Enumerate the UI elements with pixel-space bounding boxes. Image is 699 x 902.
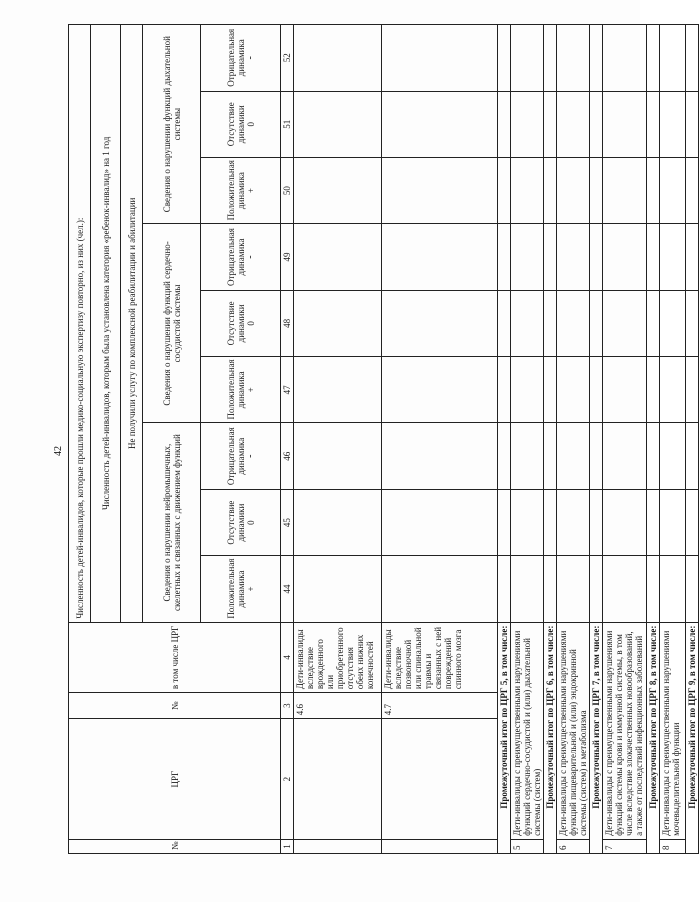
empty-cell [603,556,647,622]
empty-cell [686,157,699,223]
empty-cell [590,224,603,290]
empty-cell [590,357,603,423]
empty-cell [686,556,699,622]
group-label: Дети-инвалиды с преимущественными нарушениями функций сердечно-сосудистой и (или) дыхательной системы (систем) [511,622,544,839]
col-num: 44 [281,556,294,622]
header-third: Не получили услугу по комплексной реабилитации и абилитации [121,25,143,623]
col-num: 45 [281,489,294,555]
header-crg: ЦРГ [69,719,281,840]
group-row [603,25,647,854]
empty-cell [603,91,647,157]
empty-cell [660,91,686,157]
empty-cell [544,357,557,423]
column-number-row [281,25,294,854]
empty-cell [647,25,660,92]
empty-cell [557,25,590,92]
col-num: 51 [281,91,294,157]
empty-cell [294,556,382,622]
header-no: № [69,839,281,853]
empty-cell [590,157,603,223]
header-second: Численность детей-инвалидов, которым была установлена категория «ребенок-инвалид» на 1 год [91,25,121,623]
empty-cell [382,423,498,489]
col-num: 46 [281,423,294,489]
col-num: 3 [281,693,294,719]
subtotal-label: Промежуточный итог по ЦРГ 7, в том числе: [590,622,603,853]
col-num: 50 [281,157,294,223]
subtotal-row [498,25,511,854]
col-num: 47 [281,357,294,423]
empty-cell [294,719,382,840]
empty-cell [511,224,544,290]
group-row [511,25,544,854]
empty-cell [544,25,557,92]
row-label: Дети-инвалиды вследствие врожденного или приобретенного отсутствия обеих нижних конечностей [294,622,382,692]
empty-cell [686,224,699,290]
empty-cell [660,25,686,92]
col-num: 49 [281,224,294,290]
empty-cell [511,91,544,157]
empty-cell [382,839,498,853]
group-label: Дети-инвалиды с преимущественными нарушениями функций системы крови и иммунной системы, в том числе вследствие злокачественных новообразований, а также от последствий инфекционных заболеваний [603,622,647,839]
group-number: 6 [557,839,590,853]
col-num: 48 [281,290,294,356]
empty-cell [660,224,686,290]
empty-cell [590,423,603,489]
table-row [382,25,498,854]
empty-cell [647,556,660,622]
group-number: 5 [511,839,544,853]
header-top: Численность детей-инвалидов, которые прошли медико-социальную экспертизу повторно, из них (чел.): [69,25,91,623]
sub-header: Отрицательная динамика - [201,224,281,290]
empty-cell [498,357,511,423]
empty-cell [544,489,557,555]
subtotal-row [647,25,660,854]
subtotal-label: Промежуточный итог по ЦРГ 6, в том числе: [544,622,557,853]
sub-header: Отсутствие динамики 0 [201,489,281,555]
group-row [660,25,686,854]
empty-cell [686,91,699,157]
empty-cell [557,423,590,489]
empty-cell [603,290,647,356]
subtotal-row [544,25,557,854]
group-row [557,25,590,854]
subtotal-label: Промежуточный итог по ЦРГ 8, в том числе: [647,622,660,853]
empty-cell [498,25,511,92]
empty-cell [557,556,590,622]
empty-cell [294,157,382,223]
empty-cell [647,157,660,223]
empty-cell [498,489,511,555]
row-number: 4.7 [382,693,498,719]
group-header-musculoskeletal: Сведения о нарушении нейромышечных, скелетных и связанных с движением функций [143,423,201,622]
empty-cell [511,423,544,489]
group-header-respiratory: Сведения о нарушении функций дыхательной системы [143,25,201,224]
empty-cell [511,25,544,92]
empty-cell [382,224,498,290]
empty-cell [294,489,382,555]
sub-header: Отсутствие динамики 0 [201,290,281,356]
statistics-table [68,24,699,854]
empty-cell [603,423,647,489]
empty-cell [557,224,590,290]
empty-cell [660,357,686,423]
empty-cell [660,157,686,223]
empty-cell [603,357,647,423]
empty-cell [603,489,647,555]
empty-cell [647,489,660,555]
empty-cell [557,91,590,157]
row-number: 4.6 [294,693,382,719]
empty-cell [511,290,544,356]
empty-cell [660,489,686,555]
subtotal-row [686,25,699,854]
empty-cell [382,25,498,92]
empty-cell [294,25,382,92]
empty-cell [647,91,660,157]
table-row [294,25,382,854]
empty-cell [511,556,544,622]
empty-cell [544,556,557,622]
group-label: Дети-инвалиды с преимущественными нарушениями мочевыделительной функции [660,622,686,839]
empty-cell [511,357,544,423]
subtotal-row [590,25,603,854]
empty-cell [590,290,603,356]
page-number: 42 [53,446,64,456]
col-num: 2 [281,719,294,840]
sub-header: Отсутствие динамики 0 [201,91,281,157]
empty-cell [294,357,382,423]
empty-cell [544,224,557,290]
sub-header: Отрицательная динамика - [201,423,281,489]
empty-cell [382,91,498,157]
empty-cell [686,25,699,92]
subtotal-label: Промежуточный итог по ЦРГ 9, в том числе: [686,622,699,853]
empty-cell [294,423,382,489]
sub-header: Положительная динамика + [201,556,281,622]
empty-cell [603,157,647,223]
empty-cell [660,290,686,356]
sub-header: Отрицательная динамика - [201,25,281,92]
empty-cell [294,224,382,290]
empty-cell [647,423,660,489]
empty-cell [557,290,590,356]
empty-cell [382,556,498,622]
empty-cell [294,290,382,356]
empty-cell [590,489,603,555]
empty-cell [382,290,498,356]
empty-cell [590,556,603,622]
subtotal-label: Промежуточный итог по ЦРГ 5, в том числе: [498,622,511,853]
empty-cell [557,357,590,423]
empty-cell [647,224,660,290]
group-number: 8 [660,839,686,853]
empty-cell [603,224,647,290]
col-num: 52 [281,25,294,92]
empty-cell [498,423,511,489]
empty-cell [382,489,498,555]
empty-cell [544,91,557,157]
empty-cell [603,25,647,92]
empty-cell [686,357,699,423]
sub-header: Положительная динамика + [201,357,281,423]
row-label: Дети-инвалиды вследствие позвоночной или спинальной травмы и связанных с ней повреждений спинного мозга [382,622,498,692]
empty-cell [686,290,699,356]
empty-cell [498,224,511,290]
empty-cell [294,91,382,157]
empty-cell [557,489,590,555]
empty-cell [557,157,590,223]
group-number: 7 [603,839,647,853]
empty-cell [511,157,544,223]
empty-cell [294,839,382,853]
group-header-cardiovascular: Сведения о нарушении функций сердечно-сосудистой системы [143,224,201,423]
empty-cell [544,423,557,489]
col-num: 1 [281,839,294,853]
empty-cell [382,157,498,223]
empty-cell [590,91,603,157]
empty-cell [498,290,511,356]
empty-cell [590,25,603,92]
empty-cell [511,489,544,555]
empty-cell [686,489,699,555]
empty-cell [382,719,498,840]
col-num: 4 [281,622,294,692]
header-no2: № [69,693,281,719]
empty-cell [660,556,686,622]
empty-cell [686,423,699,489]
empty-cell [498,91,511,157]
empty-cell [544,290,557,356]
sub-header: Положительная динамика + [201,157,281,223]
empty-cell [498,157,511,223]
empty-cell [647,357,660,423]
group-label: Дети-инвалиды с преимущественными нарушениями функций пищеварительной и (или) эндокринной системы (систем) и метаболизма [557,622,590,839]
header-incl-crg: в том числе ЦРГ [69,622,281,692]
rotated-table-content [66,0,697,902]
empty-cell [544,157,557,223]
rotated-table-frame [66,0,697,902]
empty-cell [382,357,498,423]
empty-cell [647,290,660,356]
empty-cell [660,423,686,489]
empty-cell [498,556,511,622]
